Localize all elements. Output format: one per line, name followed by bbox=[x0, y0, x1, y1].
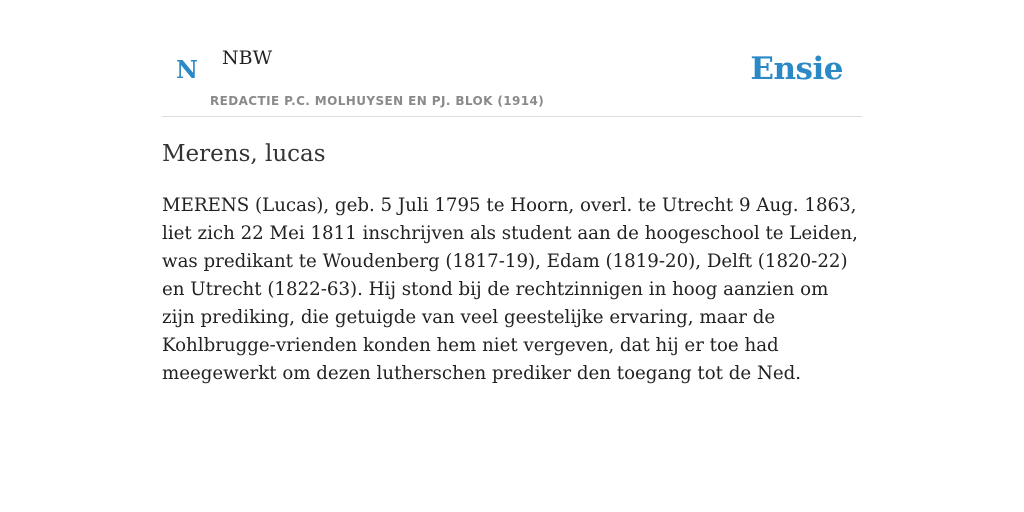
source-subtitle: REDACTIE P.C. MOLHUYSEN EN PJ. BLOK (1914) bbox=[210, 94, 545, 108]
source-logo[interactable]: N bbox=[176, 55, 198, 84]
brand-logo[interactable]: Ensie bbox=[750, 51, 843, 87]
header bbox=[162, 0, 862, 117]
entry-title: Merens, lucas bbox=[162, 141, 326, 167]
entry-body: MERENS (Lucas), geb. 5 Juli 1795 te Hoorn, overl. te Utrecht 9 Aug. 1863, liet zich 22 Mei 1811 inschrijven als student aan de hoogeschool te Leiden, was predikant te Woudenberg (1817-19), Edam (1819-20), Delft (1820-22) en Utrecht (1822-63). Hij stond bij de rechtzinnigen in hoog aanzien om zijn prediking, die getuigde van veel geestelijke ervaring, maar de Kohlbrugge-vrienden konden hem niet vergeven, dat hij er toe had meegewerkt om dezen lutherschen prediker den toegang tot de Ned. bbox=[162, 195, 858, 384]
source-name[interactable]: NBW bbox=[222, 47, 273, 69]
